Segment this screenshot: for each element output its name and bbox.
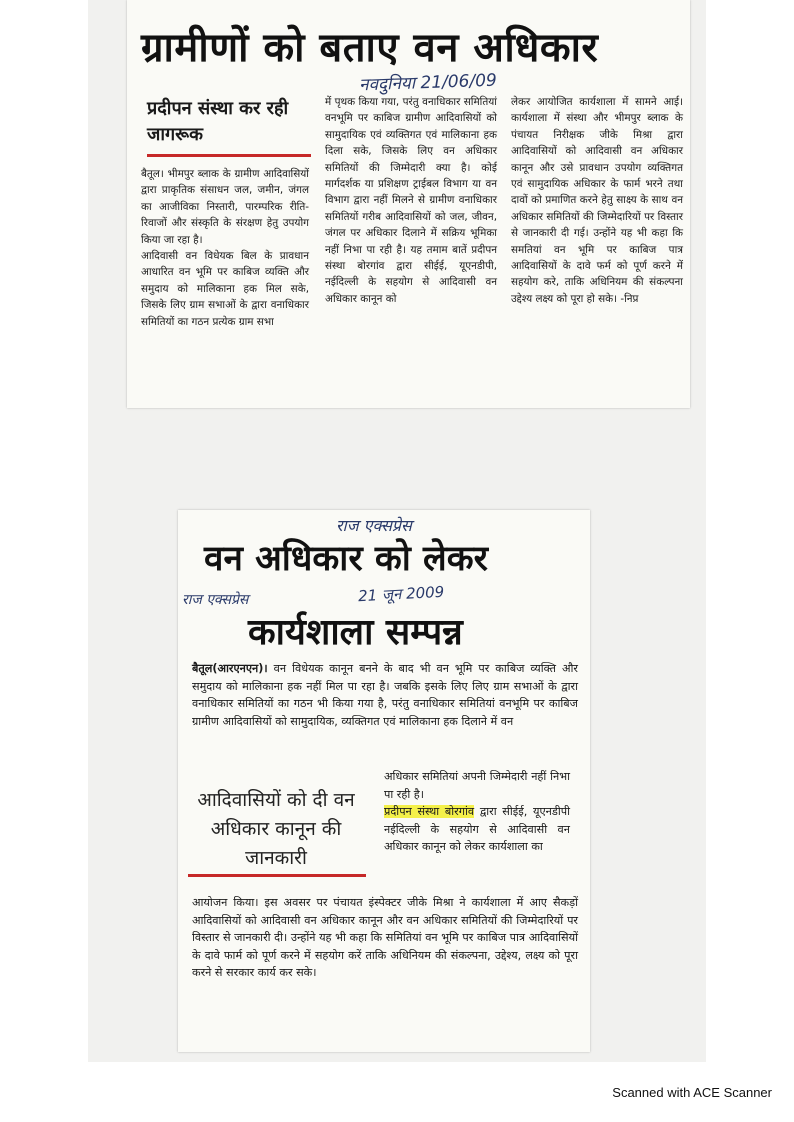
clipping1-handwritten-note: नवदुनिया 21/06/09 (358, 70, 498, 96)
clipping2-highlighted-text: प्रदीपन संस्था बोरगांव (384, 805, 475, 819)
clipping2-right-column (384, 768, 570, 856)
clipping1-column-1 (141, 166, 309, 330)
clipping1-col1-para-1: बैतूल। भीमपुर ब्लाक के ग्रामीण आदिवासियों द्वारा प्राकृतिक संसाधन जल, जमीन, जंगल का आजीविका निस्तारी, पारम्परिक रीति-रिवाजों और संस्कृति के संरक्षण हेतु उपयोग किया जा रहा है। (141, 168, 309, 246)
clipping2-red-rule (188, 874, 366, 877)
clipping2-lead-text: वन विधेयक कानून बनने के बाद भी वन भूमि पर काबिज व्यक्ति और समुदाय को मालिकाना हक नहीं मिल पा रहा है। जबकि इसके लिए लिए ग्राम सभाओं के द्वारा वनाधिकार समितियों का गठन भी किया गया है, परंतु वनाधिकार समितियां वनभूमि पर काबिज ग्रामीण आदिवासियों को सामुदायिक, व्यक्तिगत एवं मालिकाना हक दिलाने में वन (192, 662, 578, 728)
clipping2-lead (192, 660, 578, 730)
clipping2-headline-line1: वन अधिकार को लेकर (204, 539, 488, 579)
clipping2-right-text-1: अधिकार समितियां अपनी जिम्मेदारी नहीं निभा पा रही है। (384, 770, 570, 801)
newspaper-clipping-2 (178, 510, 590, 1052)
clipping2-handwritten-date: 21 जून 2009 (357, 582, 445, 606)
clipping1-column-2: में पृथक किया गया, परंतु वनाधिकार समितियां वनभूमि पर काबिज ग्रामीण आदिवासियों को सामुदायिक एवं व्यक्तिगत एवं मालिकाना हक दिला सके, जिसके लिए वन अधिकार समितियों की जिम्मेदारी क्या है। कोई मार्गदर्शक या प्रशिक्षण ट्राईबल विभाग या वन विभाग द्वारा नहीं मिलने से ग्रामीण वनाधिकार समितियों गरीब आदिवासियों को जल, जीवन, जंगल पर अधिकार दिलाने में सक्रिय भूमिका नहीं निभा पा रही है। यह तमाम बातें प्रदीपन संस्था बोरगांव द्वारा सीईई, यूएनडीपी, नईदिल्ली के सहयोग से आदिवासी वन अधिकार कानून को (325, 96, 497, 305)
clipping2-pullquote: आदिवासियों को दी वन अधिकार कानून की जानकारी (197, 789, 355, 869)
clipping1-col1-para-2: आदिवासी वन विधेयक बिल के प्रावधान आधारित वन भूमि पर काबिज व्यक्ति और समुदाय को मालिकाना हक मिल सके, जिसके लिए ग्राम सभाओं के द्वारा वनाधिकार समितियों का गठन प्रत्येक ग्राम सभा (141, 250, 309, 328)
clipping1-column-3: लेकर आयोजित कार्यशाला में सामने आई। कार्यशाला में संस्था और भीमपुर ब्लाक के पंचायत निरीक्षक जीके मिश्रा द्वारा आदिवासियों को आदिवासी वन अधिकार कानून और उसे प्रावधान उपयोग व्यक्तिगत एवं सामुदायिक अधिकार के फार्म भरने तथा दावों को प्रमाणित करने हेतु साक्ष्य के साथ वन अधिकार समितियों की जिम्मेदारियों पर विस्तार से जानकारी दी गई। उन्होंने यह भी कहा कि समतियां वन भूमि पर काबिज पात्र आदिवासियों के दावे फर्म को पूर्ण करने में सहयोग करे, ताकि अधिनियम की संकल्पना उद्देश्य लक्ष्य को पूरा हो सके। -निप्र (511, 96, 683, 305)
clipping1-headline: ग्रामीणों को बताए वन अधिकार (141, 25, 599, 71)
clipping2-closing-paragraph: आयोजन किया। इस अवसर पर पंचायत इंस्पेक्टर जीके मिश्रा ने कार्यशाला में आए सैकड़ों आदिवासियों को आदिवासी वन अधिकार कानून और वन अधिकार समितियों की जिम्मेदारियों पर विस्तार से जानकारी दी। उन्होंने यह भी कहा कि समितियां वन भूमि पर काबिज पात्र आदिवासियों के दावे फार्म को पूर्ण करने में सहयोग करें ताकि अधिनियम की संकल्पना, उद्देश्य, लक्ष्य को पूरा करने से सरकार कार्य कर सके। (192, 896, 578, 980)
clipping1-red-rule (147, 154, 311, 157)
clipping2-handwritten-left: राज एक्सप्रेस (182, 592, 249, 608)
clipping2-handwritten-top: राज एक्सप्रेस (336, 516, 412, 535)
clipping1-subheading: प्रदीपन संस्था कर रही जागरूक (147, 98, 289, 145)
clipping2-right-text-2: द्वारा सीईई, यूएनडीपी नईदिल्ली के सहयोग से आदिवासी वन अधिकार कानून को लेकर कार्यशाला का (384, 805, 570, 854)
clipping2-dateline: बैतूल(आरएनएन)। (192, 662, 268, 675)
scanner-watermark-text: Scanned with ACE Scanner (612, 1085, 772, 1100)
newspaper-clipping-1 (127, 0, 690, 408)
clipping2-headline-line2: कार्यशाला सम्पन्न (248, 612, 463, 653)
